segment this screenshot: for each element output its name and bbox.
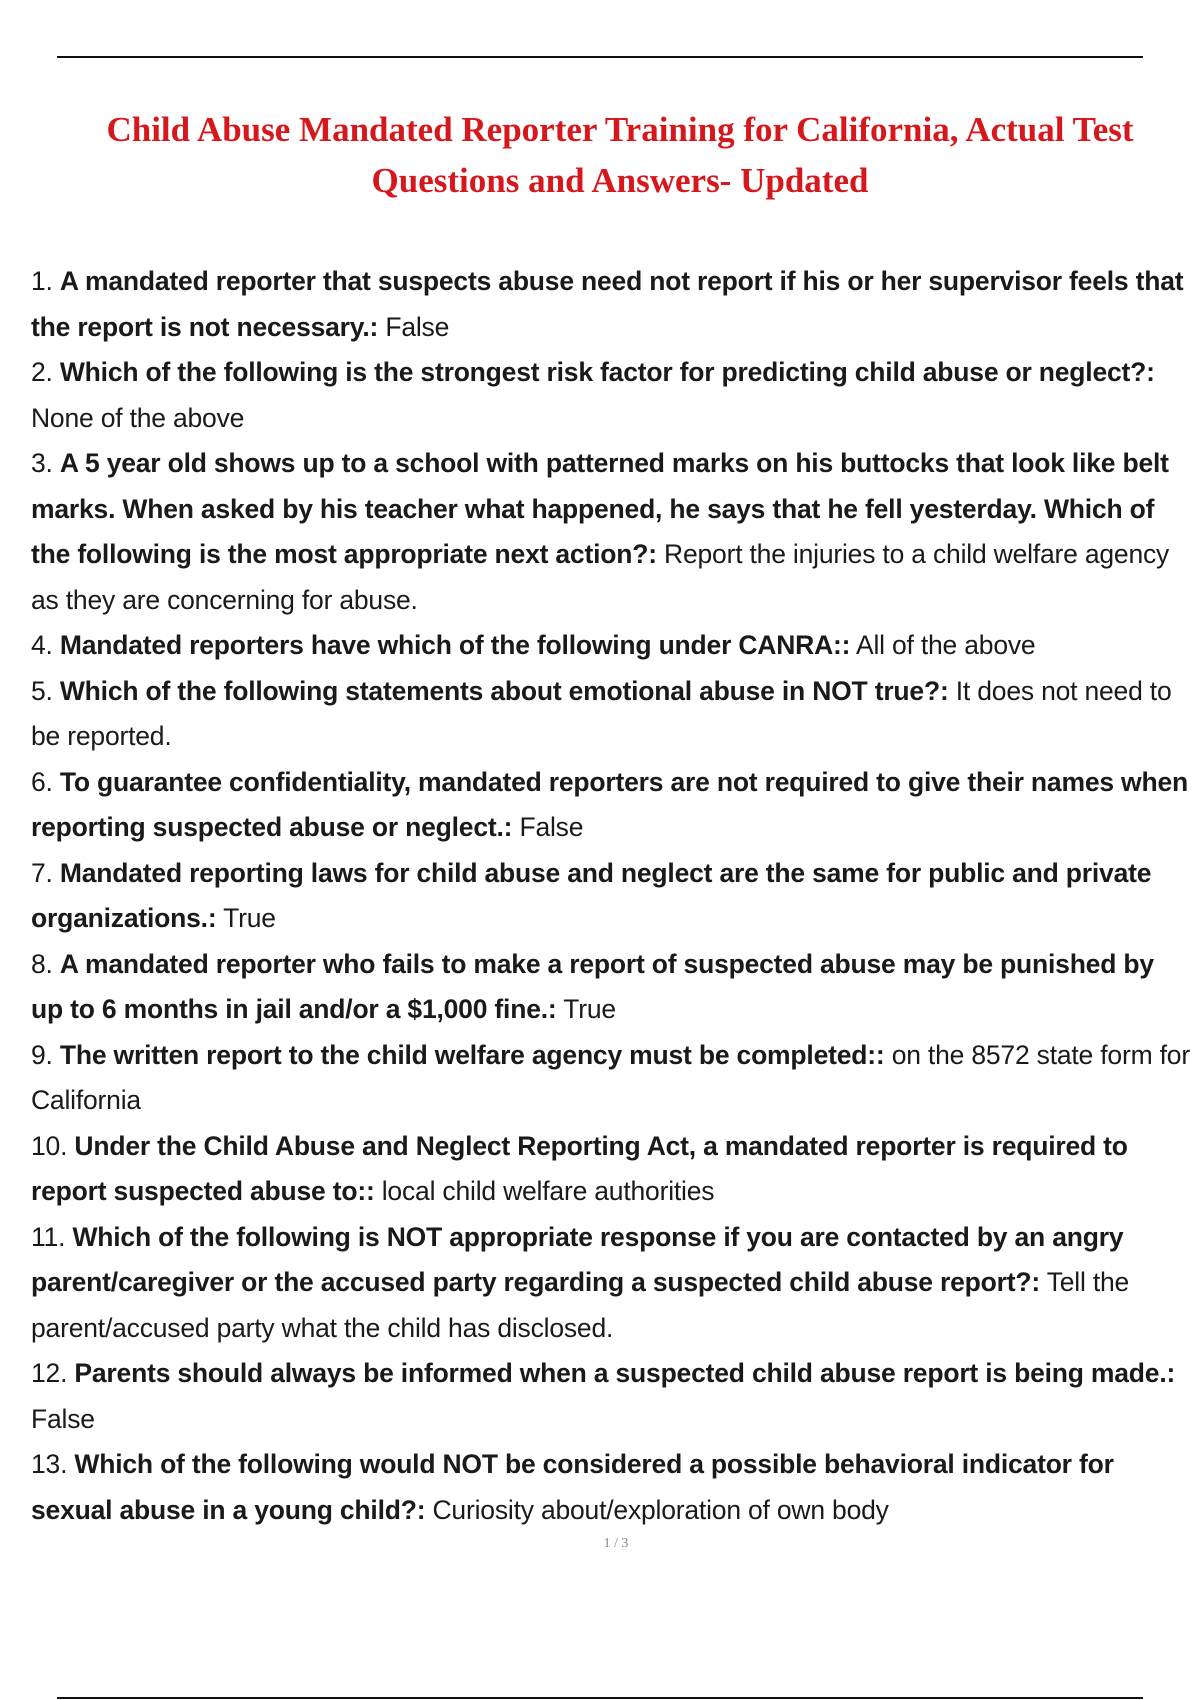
answer-text: It does not need to be reported. — [31, 675, 1172, 751]
question-text: Parents should always be informed when a suspected child abuse report is being made.: — [74, 1358, 1176, 1388]
question-number: 10. — [31, 1130, 68, 1161]
answer-text: False — [31, 1403, 95, 1434]
bottom-divider — [57, 1697, 1143, 1699]
question-number: 11. — [31, 1221, 66, 1252]
question-number: 6. — [31, 766, 53, 797]
answer-text: True — [563, 994, 616, 1024]
qa-item-13 — [31, 1442, 1193, 1533]
question-number: 3. — [31, 448, 53, 478]
qa-item-1 — [31, 259, 1193, 350]
question-number: 9. — [31, 1039, 53, 1070]
title-line-2: Questions and Answers- Updated — [371, 161, 869, 200]
question-text: A 5 year old shows up to a school with patterned marks on his buttocks that look like belt marks. When asked by his teacher what happened, he says that he fell yesterday. Which of the following is the most appropriate next action?: — [31, 448, 1169, 569]
question-text: To guarantee confidentiality, mandated reporters are not required to give their names when reporting suspected abuse or neglect.: — [31, 766, 1188, 842]
qa-item-6 — [31, 760, 1193, 851]
question-number: 13. — [31, 1449, 68, 1479]
question-text: The written report to the child welfare agency must be completed:: — [59, 1039, 885, 1070]
question-number: 5. — [31, 675, 53, 706]
qa-item-3 — [31, 441, 1193, 623]
qa-item-10 — [31, 1124, 1193, 1215]
top-divider — [57, 56, 1143, 58]
question-text: A mandated reporter that suspects abuse need not report if his or her supervisor feels that the report is not necessary.: — [31, 266, 1184, 342]
question-text: A mandated reporter who fails to make a report of suspected abuse may be punished by up to 6 months in jail and/or a $1,000 fine.: — [31, 948, 1154, 1024]
answer-text: False — [385, 311, 450, 342]
answer-text: Tell the parent/accused party what the child has disclosed. — [31, 1267, 1130, 1343]
answer-text: Curiosity about/exploration of own body — [432, 1494, 889, 1525]
answer-text: local child welfare authorities — [381, 1176, 715, 1206]
answer-text: All of the above — [855, 630, 1036, 660]
question-text: Which of the following statements about emotional abuse in NOT true?: — [59, 675, 949, 706]
qa-item-2 — [31, 350, 1193, 441]
answer-text: None of the above — [31, 402, 245, 433]
question-number: 8. — [31, 948, 53, 979]
answer-text: True — [223, 903, 276, 933]
qa-item-8 — [31, 942, 1193, 1033]
qa-item-11 — [31, 1215, 1193, 1352]
question-text: Mandated reporting laws for child abuse and neglect are the same for public and private organizations.: — [31, 857, 1152, 933]
answer-text: on the 8572 state form for California — [31, 1039, 1190, 1115]
qa-item-5 — [31, 669, 1193, 760]
document-title — [60, 104, 1180, 206]
question-number: 4. — [31, 630, 53, 660]
qa-item-9 — [31, 1033, 1193, 1124]
qa-item-7 — [31, 851, 1193, 942]
question-answer-list — [31, 259, 1193, 1533]
question-number: 7. — [31, 857, 53, 888]
question-number: 12. — [31, 1358, 68, 1388]
answer-text: Report the injuries to a child welfare agency as they are concerning for abuse. — [31, 539, 1170, 615]
title-line-1: Child Abuse Mandated Reporter Training for California, Actual Test — [106, 110, 1134, 149]
qa-item-4 — [31, 623, 1193, 669]
question-text: Which of the following is NOT appropriate response if you are contacted by an angry parent/caregiver or the accused party regarding a suspected child abuse report?: — [31, 1221, 1124, 1297]
page-number: 1 / 3 — [603, 1536, 629, 1551]
qa-item-12 — [31, 1351, 1193, 1442]
question-text: Which of the following would NOT be considered a possible behavioral indicator for sexual abuse in a young child?: — [31, 1449, 1114, 1525]
question-text: Under the Child Abuse and Neglect Reporting Act, a mandated reporter is required to report suspected abuse to:: — [31, 1130, 1128, 1206]
answer-text: False — [519, 812, 584, 842]
question-text: Mandated reporters have which of the following under CANRA:: — [59, 630, 851, 660]
question-number: 1. — [31, 266, 53, 296]
question-text: Which of the following is the strongest risk factor for predicting child abuse or neglect?: — [59, 357, 1155, 387]
question-number: 2. — [31, 357, 53, 387]
